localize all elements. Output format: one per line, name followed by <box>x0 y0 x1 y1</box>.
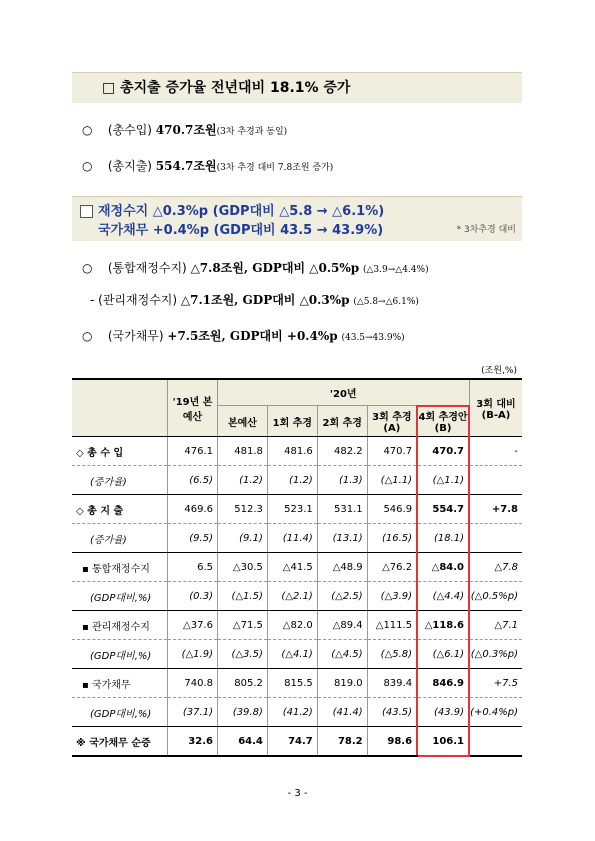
cell: △48.9 <box>317 553 367 582</box>
cell: (△0.3%p) <box>469 640 522 669</box>
table-row <box>72 466 522 495</box>
cell: 98.6 <box>367 727 417 757</box>
table-row <box>72 437 522 466</box>
section-header-fiscal <box>72 196 522 241</box>
cell: △30.5 <box>217 553 267 582</box>
national-debt-label: (국가채무) <box>107 329 164 343</box>
header-diff: 3회 대비 (B-A) <box>469 379 522 437</box>
table-row <box>72 640 522 669</box>
cell: 64.4 <box>217 727 267 757</box>
cell: 819.0 <box>317 669 367 698</box>
cell: (43.9) <box>417 698 469 727</box>
circle-bullet-icon: ○ <box>82 159 93 173</box>
cell: (△2.1) <box>267 582 317 611</box>
cell: △118.6 <box>417 611 469 640</box>
row-label: (GDP대비,%) <box>72 582 168 611</box>
cell: (1.2) <box>267 466 317 495</box>
revenue-label: (총수입) <box>107 123 152 137</box>
cell: (1.3) <box>317 466 367 495</box>
cell: 846.9 <box>417 669 469 698</box>
table-row <box>72 669 522 698</box>
cell: △41.5 <box>267 553 317 582</box>
cell: (43.5) <box>367 698 417 727</box>
managed-balance-note: (△5.8→△6.1%) <box>353 297 419 307</box>
cell: (39.8) <box>217 698 267 727</box>
cell: 481.8 <box>217 437 267 466</box>
cell: (△1.1) <box>417 466 469 495</box>
national-debt-note: (43.5→43.9%) <box>341 333 405 343</box>
row-label: ▪ 국가채무 <box>72 669 168 698</box>
cell: △71.5 <box>217 611 267 640</box>
cell: (△3.5) <box>217 640 267 669</box>
section-header-text: □ 총지출 증가율 전년대비 18.1% 증가 <box>102 80 351 96</box>
cell: 74.7 <box>267 727 317 757</box>
cell: (△1.5) <box>217 582 267 611</box>
cell: (1.2) <box>217 466 267 495</box>
cell: (△3.9) <box>367 582 417 611</box>
header-2020: '20년 <box>217 379 469 406</box>
cell: 546.9 <box>367 495 417 524</box>
revenue-note: (3차 추경과 동일) <box>216 127 288 137</box>
circle-bullet-icon: ○ <box>82 261 93 275</box>
cell: 805.2 <box>217 669 267 698</box>
cell: △82.0 <box>267 611 317 640</box>
header-2019: '19년 본예산 <box>168 379 218 437</box>
managed-balance-value: △7.1조원, GDP대비 △0.3%p <box>180 293 350 307</box>
fiscal-balance-line: 재정수지 △0.3%p (GDP대비 △5.8 → △6.1%) <box>98 204 385 219</box>
table-unit: (조원,%) <box>481 366 517 376</box>
cell: (16.5) <box>367 524 417 553</box>
cell: (△4.5) <box>317 640 367 669</box>
cell: △111.5 <box>367 611 417 640</box>
bullet-spending <box>82 157 333 174</box>
cell: +7.5 <box>469 669 522 698</box>
cell: +7.8 <box>469 495 522 524</box>
cell: (△6.1) <box>417 640 469 669</box>
cell: - <box>469 437 522 466</box>
circle-bullet-icon: ○ <box>82 123 93 137</box>
header-supp-2: 2회 추경 <box>317 406 367 437</box>
integrated-balance-value: △7.8조원, GDP대비 △0.5%p <box>190 261 360 275</box>
cell: △7.8 <box>469 553 522 582</box>
table-row <box>72 611 522 640</box>
cell: △76.2 <box>367 553 417 582</box>
header-supp-3: 3회 추경(A) <box>367 406 417 437</box>
cell: (0.3) <box>168 582 218 611</box>
spending-note: (3차 추경 대비 7.8조원 증가) <box>216 163 334 173</box>
managed-balance-label: - (관리재정수지) <box>90 293 178 307</box>
cell: (18.1) <box>417 524 469 553</box>
row-label: (GDP대비,%) <box>72 698 168 727</box>
row-label: ◇ 총 지 출 <box>72 495 168 524</box>
cell: (△1.1) <box>367 466 417 495</box>
revenue-value: 470.7조원 <box>155 123 217 137</box>
cell: 470.7 <box>367 437 417 466</box>
cell: (△2.5) <box>317 582 367 611</box>
cell: △84.0 <box>417 553 469 582</box>
cell: (△4.4) <box>417 582 469 611</box>
row-label: ◇ 총 수 입 <box>72 437 168 466</box>
row-label: (GDP대비,%) <box>72 640 168 669</box>
cell: (△4.1) <box>267 640 317 669</box>
cell: 815.5 <box>267 669 317 698</box>
cell: (△5.8) <box>367 640 417 669</box>
cell: (△1.9) <box>168 640 218 669</box>
comparison-note: * 3차추경 대비 <box>456 225 516 235</box>
header-supp-4: 4회 추경안(B) <box>417 406 469 437</box>
cell: (41.2) <box>267 698 317 727</box>
cell: 554.7 <box>417 495 469 524</box>
bullet-managed-balance <box>90 291 419 308</box>
integrated-balance-note: (△3.9→△4.4%) <box>363 265 429 275</box>
cell: 6.5 <box>168 553 218 582</box>
cell: (41.4) <box>317 698 367 727</box>
cell: (9.1) <box>217 524 267 553</box>
square-bullet-icon <box>80 205 93 218</box>
cell: (13.1) <box>317 524 367 553</box>
cell: (11.4) <box>267 524 317 553</box>
row-label: ▪ 통합재정수지 <box>72 553 168 582</box>
national-debt-line: 국가채무 +0.4%p (GDP대비 43.5 → 43.9%) <box>98 223 384 238</box>
header-blank <box>72 379 168 437</box>
row-label: (증가율) <box>72 466 168 495</box>
table-row <box>72 698 522 727</box>
table-row <box>72 495 522 524</box>
cell: 482.2 <box>317 437 367 466</box>
cell: 106.1 <box>417 727 469 757</box>
cell: △37.6 <box>168 611 218 640</box>
cell: (△0.5%p) <box>469 582 522 611</box>
row-label: (증가율) <box>72 524 168 553</box>
page-number: - 3 - <box>287 788 308 799</box>
spending-value: 554.7조원 <box>155 159 217 173</box>
cell: 78.2 <box>317 727 367 757</box>
table-header-row <box>72 379 522 406</box>
cell: 469.6 <box>168 495 218 524</box>
integrated-balance-label: (통합재정수지) <box>107 261 187 275</box>
cell <box>469 727 522 757</box>
table-row <box>72 727 522 757</box>
header-supp-1: 1회 추경 <box>267 406 317 437</box>
cell: (+0.4%p) <box>469 698 522 727</box>
budget-table <box>72 378 522 757</box>
cell: 523.1 <box>267 495 317 524</box>
cell: △89.4 <box>317 611 367 640</box>
cell: 481.6 <box>267 437 317 466</box>
cell <box>469 466 522 495</box>
cell: 512.3 <box>217 495 267 524</box>
section-header-spending <box>72 72 522 103</box>
bullet-national-debt <box>82 327 405 344</box>
cell: △7.1 <box>469 611 522 640</box>
row-label: ※ 국가채무 순증 <box>72 727 168 757</box>
cell: 470.7 <box>417 437 469 466</box>
cell: 839.4 <box>367 669 417 698</box>
table-row <box>72 524 522 553</box>
cell: 740.8 <box>168 669 218 698</box>
table-row <box>72 553 522 582</box>
row-label: ▪ 관리재정수지 <box>72 611 168 640</box>
cell: (9.5) <box>168 524 218 553</box>
bullet-revenue <box>82 121 287 138</box>
cell: 531.1 <box>317 495 367 524</box>
header-main-budget: 본예산 <box>217 406 267 437</box>
table-row <box>72 582 522 611</box>
cell: 32.6 <box>168 727 218 757</box>
cell: (37.1) <box>168 698 218 727</box>
bullet-integrated-balance <box>82 259 429 276</box>
national-debt-value: +7.5조원, GDP대비 +0.4%p <box>167 329 338 343</box>
cell: (6.5) <box>168 466 218 495</box>
circle-bullet-icon: ○ <box>82 329 93 343</box>
cell: 476.1 <box>168 437 218 466</box>
cell <box>469 524 522 553</box>
spending-label: (총지출) <box>107 159 152 173</box>
